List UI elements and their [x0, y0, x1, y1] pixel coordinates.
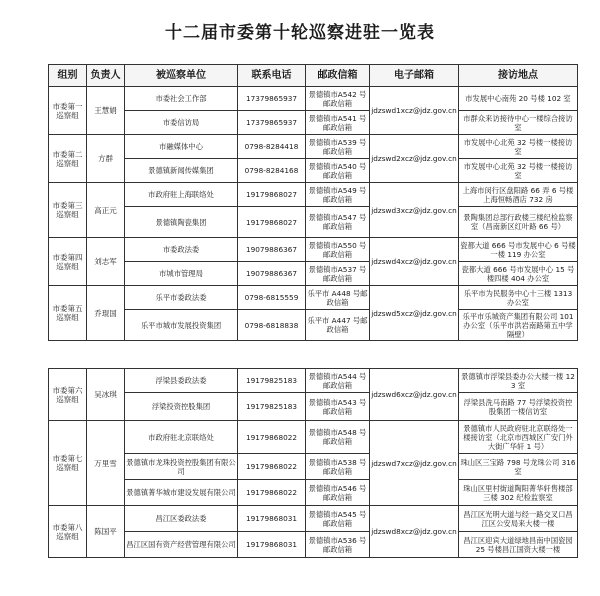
- group-name: 市委第二巡察组: [49, 135, 87, 183]
- contact-phone: 19079886367: [238, 262, 306, 286]
- roster-table-part-1: [48, 64, 578, 341]
- group-leader: 吴冰琪: [87, 369, 125, 421]
- postal-mailbox: 景德镇市A549 号邮政信箱: [306, 183, 370, 207]
- contact-phone: 19179868022: [238, 454, 306, 480]
- group-name: 市委第七巡察组: [49, 421, 87, 506]
- postal-mailbox: 景德镇市A540 号邮政信箱: [306, 159, 370, 183]
- table-row: [49, 159, 578, 183]
- group-leader: 陈国平: [87, 506, 125, 558]
- contact-phone: 17379865937: [238, 87, 306, 111]
- table-row: [49, 286, 578, 310]
- reception-location: 珠山区里村街道陶阳菁华轩售楼部三楼 302 纪检监察室: [459, 480, 578, 506]
- document-title: 十二届市委第十轮巡察进驻一览表: [165, 23, 435, 43]
- group-email: jdzswd4xcz@jdz.gov.cn: [370, 238, 459, 286]
- unit-name: 市委政法委: [125, 238, 238, 262]
- contact-phone: 19179868031: [238, 506, 306, 532]
- unit-name: 市政府驻北京联络处: [125, 421, 238, 454]
- table-row: [49, 87, 578, 111]
- reception-location: 市发展中心南苑 20 号楼 102 室: [459, 87, 578, 111]
- table-row: [49, 506, 578, 532]
- table-row: [49, 310, 578, 341]
- unit-name: 浮梁县委政法委: [125, 369, 238, 393]
- group-name: 市委第八巡察组: [49, 506, 87, 558]
- contact-phone: 19179825183: [238, 369, 306, 393]
- header-mailbox: 邮政信箱: [306, 65, 370, 87]
- table-row: [49, 238, 578, 262]
- table-row: [49, 135, 578, 159]
- reception-location: 景德镇市浮梁县委办公大楼一楼 123 室: [459, 369, 578, 393]
- group-email: jdzswd5xcz@jdz.gov.cn: [370, 286, 459, 341]
- table-row: [49, 262, 578, 286]
- group-email: jdzswd2xcz@jdz.gov.cn: [370, 135, 459, 183]
- reception-location: 上海市闵行区盘阳路 66 弄 6 号楼上海恒畅酒店 732 房: [459, 183, 578, 207]
- postal-mailbox: 景德镇市A545 号邮政信箱: [306, 506, 370, 532]
- unit-name: 市融媒体中心: [125, 135, 238, 159]
- table-row: [49, 207, 578, 238]
- unit-name: 景德镇菁华城市建设发展有限公司: [125, 480, 238, 506]
- table-row: [49, 393, 578, 421]
- contact-phone: 19179868027: [238, 183, 306, 207]
- unit-name: 浮梁投资控股集团: [125, 393, 238, 421]
- group-name: 市委第五巡察组: [49, 286, 87, 341]
- unit-name: 昌江区委政法委: [125, 506, 238, 532]
- postal-mailbox: 景德镇市A546 号邮政信箱: [306, 480, 370, 506]
- reception-location: 市发展中心北苑 32 号楼一楼接访室: [459, 135, 578, 159]
- group-email: jdzswd3xcz@jdz.gov.cn: [370, 183, 459, 238]
- unit-name: 市委信访局: [125, 111, 238, 135]
- table-row: [49, 532, 578, 558]
- contact-phone: 19179868027: [238, 207, 306, 238]
- table-row: [49, 480, 578, 506]
- group-name: 市委第一巡察组: [49, 87, 87, 135]
- group-leader: 王慧娟: [87, 87, 125, 135]
- header-location: 接访地点: [459, 65, 578, 87]
- unit-name: 景德镇市龙珠投资控股集团有限公司: [125, 454, 238, 480]
- contact-phone: 19179868031: [238, 532, 306, 558]
- postal-mailbox: 景德镇市A539 号邮政信箱: [306, 135, 370, 159]
- table-header-row: [49, 65, 578, 87]
- table-row: [49, 454, 578, 480]
- unit-name: 市委社会工作部: [125, 87, 238, 111]
- unit-name: 景德镇陶瓷集团: [125, 207, 238, 238]
- reception-location: 昌江区迎宾大道绿地昌南中国瓷园 25 号楼昌江国资大楼一楼: [459, 532, 578, 558]
- postal-mailbox: 景德镇市A550 号邮政信箱: [306, 238, 370, 262]
- header-group: 组别: [49, 65, 87, 87]
- group-email: jdzswd7xcz@jdz.gov.cn: [370, 421, 459, 506]
- postal-mailbox: 乐平市 A447 号邮政信箱: [306, 310, 370, 341]
- postal-mailbox: 景德镇市A544 号邮政信箱: [306, 369, 370, 393]
- header-leader: 负责人: [87, 65, 125, 87]
- postal-mailbox: 景德镇市A543 号邮政信箱: [306, 393, 370, 421]
- postal-mailbox: 乐平市 A448 号邮政信箱: [306, 286, 370, 310]
- unit-name: 乐平市委政法委: [125, 286, 238, 310]
- unit-name: 景德镇新闻传媒集团: [125, 159, 238, 183]
- reception-location: 市群众来访接待中心一楼综合接访室: [459, 111, 578, 135]
- roster-table-part-2: [48, 368, 578, 558]
- group-leader: 乔琨国: [87, 286, 125, 341]
- group-leader: 高正元: [87, 183, 125, 238]
- contact-phone: 0798-8284168: [238, 159, 306, 183]
- postal-mailbox: 景德镇市A541 号邮政信箱: [306, 111, 370, 135]
- reception-location: 瓷都大道 666 号市发展中心 15 号楼四楼 404 办公室: [459, 262, 578, 286]
- group-name: 市委第三巡察组: [49, 183, 87, 238]
- contact-phone: 0798-6815559: [238, 286, 306, 310]
- contact-phone: 19179868022: [238, 421, 306, 454]
- group-name: 市委第四巡察组: [49, 238, 87, 286]
- table-row: [49, 111, 578, 135]
- reception-location: 昌江区光明大道与经一路交叉口昌江区公安局来大楼一楼: [459, 506, 578, 532]
- group-name: 市委第六巡察组: [49, 369, 87, 421]
- table-row: [49, 421, 578, 454]
- contact-phone: 0798-6818838: [238, 310, 306, 341]
- contact-phone: 19079886367: [238, 238, 306, 262]
- header-unit: 被巡察单位: [125, 65, 238, 87]
- postal-mailbox: 景德镇市A548 号邮政信箱: [306, 421, 370, 454]
- contact-phone: 17379865937: [238, 111, 306, 135]
- unit-name: 市政府驻上海联络处: [125, 183, 238, 207]
- reception-location: 景德镇市人民政府驻北京联络处一楼接访室（北京市西城区广安门外大街广华轩 1 号）: [459, 421, 578, 454]
- postal-mailbox: 景德镇市A537 号邮政信箱: [306, 262, 370, 286]
- header-email: 电子邮箱: [370, 65, 459, 87]
- contact-phone: 0798-8284418: [238, 135, 306, 159]
- group-leader: 刘志军: [87, 238, 125, 286]
- reception-location: 浮梁县洗马南路 77 号浮梁投资控股集团一楼信访室: [459, 393, 578, 421]
- unit-name: 乐平市城市发展投资集团: [125, 310, 238, 341]
- contact-phone: 19179825183: [238, 393, 306, 421]
- reception-location: 乐平市乐城资产集团有限公司 101 办公室（乐平市洪岩南路第五中学隔壁）: [459, 310, 578, 341]
- table-row: [49, 369, 578, 393]
- table-row: [49, 183, 578, 207]
- reception-location: 珠山区三宝路 798 号龙珠公司 316 室: [459, 454, 578, 480]
- group-email: jdzswd1xcz@jdz.gov.cn: [370, 87, 459, 135]
- unit-name: 昌江区国有资产经营管理有限公司: [125, 532, 238, 558]
- group-email: jdzswd6xcz@jdz.gov.cn: [370, 369, 459, 421]
- reception-location: 景陶集团总部行政楼三楼纪检监察室（昌南新区红叶路 66 号）: [459, 207, 578, 238]
- postal-mailbox: 景德镇市A538 号邮政信箱: [306, 454, 370, 480]
- reception-location: 瓷都大道 666 号市发展中心 6 号楼一楼 119 办公室: [459, 238, 578, 262]
- postal-mailbox: 景德镇市A536 号邮政信箱: [306, 532, 370, 558]
- reception-location: 乐平市为民服务中心十三楼 1313 办公室: [459, 286, 578, 310]
- postal-mailbox: 景德镇市A547 号邮政信箱: [306, 207, 370, 238]
- unit-name: 市城市管理局: [125, 262, 238, 286]
- reception-location: 市发展中心北苑 32 号楼一楼接访室: [459, 159, 578, 183]
- header-phone: 联系电话: [238, 65, 306, 87]
- group-leader: 万里雪: [87, 421, 125, 506]
- group-email: jdzswd8xcz@jdz.gov.cn: [370, 506, 459, 558]
- postal-mailbox: 景德镇市A542 号邮政信箱: [306, 87, 370, 111]
- contact-phone: 19179868022: [238, 480, 306, 506]
- group-leader: 方群: [87, 135, 125, 183]
